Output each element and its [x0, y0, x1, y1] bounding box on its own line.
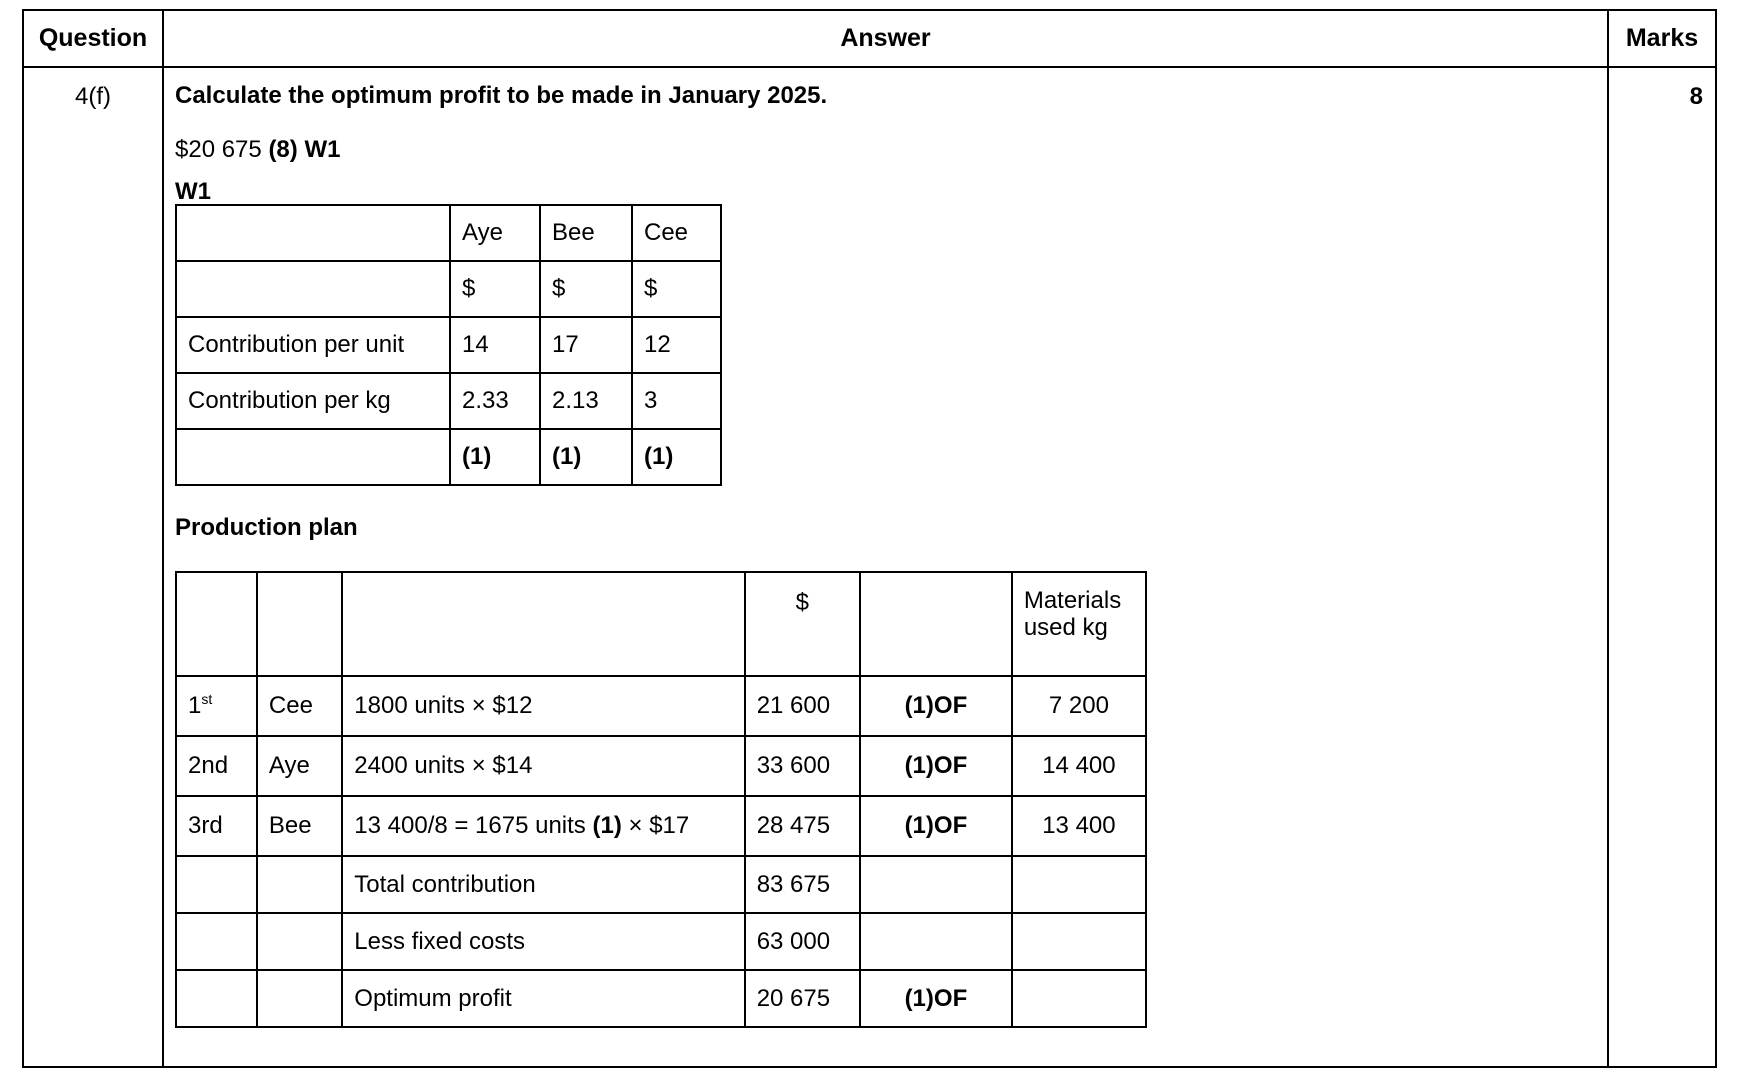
- w1-row-label: Contribution per kg: [176, 373, 450, 429]
- answer-marks: (8): [268, 136, 298, 163]
- w1-currency-cell: $: [450, 261, 540, 317]
- w1-product-row: [176, 205, 721, 261]
- pp-summary-label: Total contribution: [342, 856, 744, 913]
- w1-mark-cell: (1): [450, 429, 540, 485]
- pp-summary-value: 20 675: [745, 970, 860, 1027]
- pp-empty-cell: [1012, 913, 1146, 970]
- pp-summary-row: [176, 970, 1146, 1027]
- pp-empty-cell: [257, 913, 342, 970]
- pp-product-cell: Bee: [257, 796, 342, 856]
- pp-summary-row: [176, 913, 1146, 970]
- pp-rank-row: [176, 796, 1146, 856]
- w1-empty-cell: [176, 429, 450, 485]
- mark-scheme-page: [22, 9, 1717, 1068]
- pp-summary-mark: [860, 856, 1012, 913]
- marks-value: 8: [1608, 67, 1716, 1067]
- pp-empty-cell: [257, 856, 342, 913]
- answer-line: [175, 136, 1607, 166]
- answer-value: $20 675: [175, 136, 262, 163]
- w1-marks-row: [176, 429, 721, 485]
- answer-ref: W1: [304, 136, 341, 163]
- pp-summary-label: Optimum profit: [342, 970, 744, 1027]
- w1-currency-row: [176, 261, 721, 317]
- question-text: Calculate the optimum profit to be made in January 2025.: [175, 82, 828, 109]
- w1-product-bee: Bee: [540, 205, 632, 261]
- pp-value-cell: 28 475: [745, 796, 860, 856]
- pp-mark-cell: (1)OF: [860, 796, 1012, 856]
- pp-empty-cell: [1012, 970, 1146, 1027]
- pp-empty-cell: [176, 913, 257, 970]
- w1-value-cell: 3: [632, 373, 721, 429]
- w1-mark-cell: (1): [540, 429, 632, 485]
- w1-product-cee: Cee: [632, 205, 721, 261]
- pp-summary-value: 63 000: [745, 913, 860, 970]
- w1-value-cell: 2.33: [450, 373, 540, 429]
- pp-materials-cell: 14 400: [1012, 736, 1146, 796]
- pp-rank-row: [176, 676, 1146, 736]
- pp-summary-value: 83 675: [745, 856, 860, 913]
- pp-empty-cell: [257, 970, 342, 1027]
- w1-contribution-kg-row: [176, 373, 721, 429]
- pp-summary-row: [176, 856, 1146, 913]
- w1-currency-cell: $: [540, 261, 632, 317]
- pp-rank-cell: 3rd: [176, 796, 257, 856]
- pp-materials-cell: 13 400: [1012, 796, 1146, 856]
- w1-contribution-unit-row: [176, 317, 721, 373]
- pp-summary-mark: (1)OF: [860, 970, 1012, 1027]
- question-row: [23, 67, 1716, 1067]
- pp-calculation-cell: 1800 units × $12: [342, 676, 744, 736]
- pp-empty-cell: [176, 572, 257, 676]
- mark-scheme-table: [22, 9, 1717, 1068]
- w1-value-cell: 2.13: [540, 373, 632, 429]
- question-header: Question: [23, 10, 163, 67]
- pp-header-row: [176, 572, 1146, 676]
- pp-empty-cell: [342, 572, 744, 676]
- w1-product-aye: Aye: [450, 205, 540, 261]
- w1-label: W1: [175, 178, 211, 205]
- pp-empty-cell: [176, 856, 257, 913]
- question-number: 4(f): [23, 67, 163, 1067]
- pp-calculation-cell: 13 400/8 = 1675 units (1) × $17: [342, 796, 744, 856]
- pp-empty-cell: [860, 572, 1012, 676]
- w1-empty-cell: [176, 261, 450, 317]
- pp-currency-header: $: [745, 572, 860, 676]
- pp-product-cell: Aye: [257, 736, 342, 796]
- w1-value-cell: 17: [540, 317, 632, 373]
- production-plan-table: [175, 571, 1147, 1028]
- header-row: [23, 10, 1716, 67]
- pp-product-cell: Cee: [257, 676, 342, 736]
- pp-calculation-cell: 2400 units × $14: [342, 736, 744, 796]
- pp-empty-cell: [1012, 856, 1146, 913]
- pp-materials-header: Materials used kg: [1012, 572, 1146, 676]
- answer-cell: [163, 67, 1608, 1067]
- pp-value-cell: 33 600: [745, 736, 860, 796]
- pp-empty-cell: [176, 970, 257, 1027]
- answer-header: Answer: [163, 10, 1608, 67]
- w1-mark-cell: (1): [632, 429, 721, 485]
- w1-value-cell: 14: [450, 317, 540, 373]
- pp-rank-row: [176, 736, 1146, 796]
- pp-summary-mark: [860, 913, 1012, 970]
- pp-materials-cell: 7 200: [1012, 676, 1146, 736]
- w1-value-cell: 12: [632, 317, 721, 373]
- w1-empty-cell: [176, 205, 450, 261]
- pp-rank-cell: 2nd: [176, 736, 257, 796]
- w1-row-label: Contribution per unit: [176, 317, 450, 373]
- pp-empty-cell: [257, 572, 342, 676]
- pp-mark-cell: (1)OF: [860, 676, 1012, 736]
- w1-table: [175, 204, 722, 486]
- pp-value-cell: 21 600: [745, 676, 860, 736]
- marks-header: Marks: [1608, 10, 1716, 67]
- pp-summary-label: Less fixed costs: [342, 913, 744, 970]
- production-plan-label: Production plan: [175, 514, 358, 541]
- w1-currency-cell: $: [632, 261, 721, 317]
- pp-rank-cell: 1st: [176, 676, 257, 736]
- pp-mark-cell: (1)OF: [860, 736, 1012, 796]
